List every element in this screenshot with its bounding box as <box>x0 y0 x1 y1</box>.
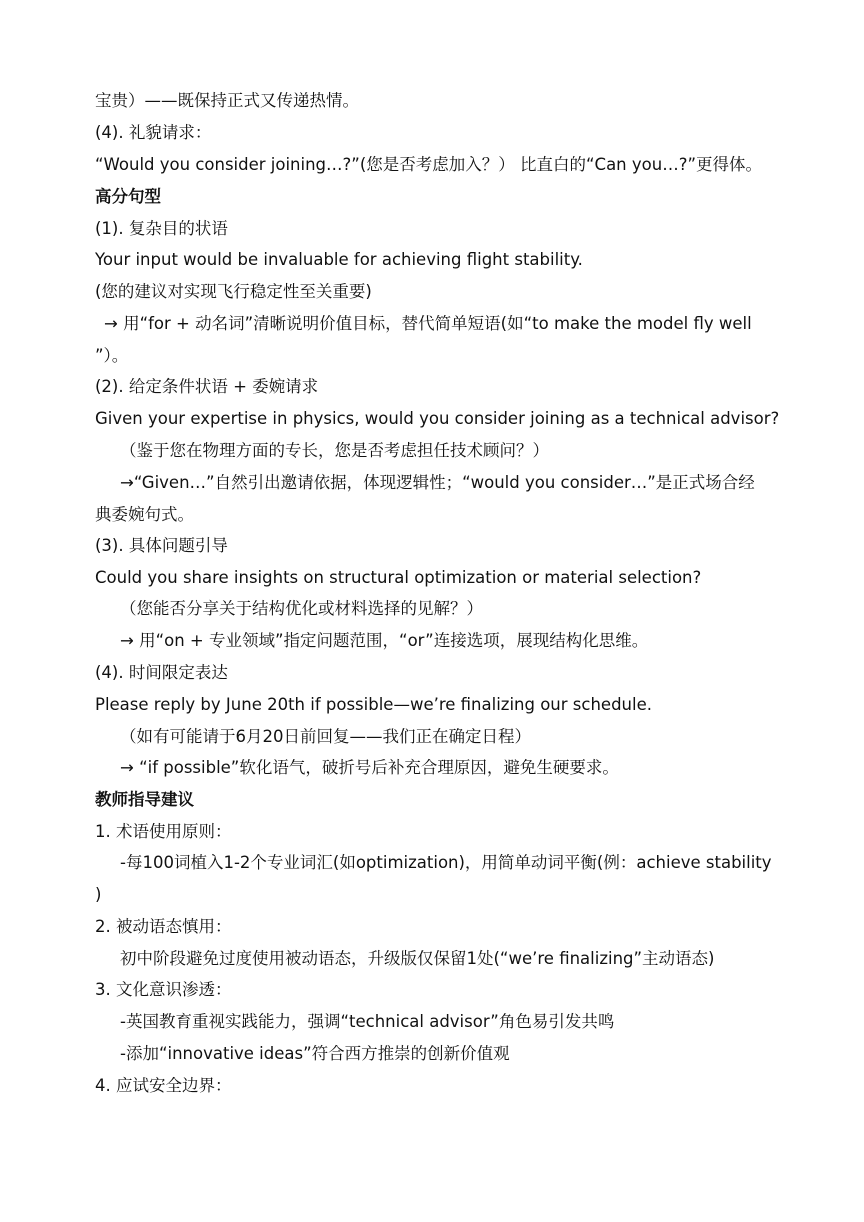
list-item-label: 1. 术语使用原则： <box>95 822 232 841</box>
example-sentence: Your input would be invaluable for achieving flight stability. <box>95 250 583 269</box>
translation-line: (您的建议对实现飞行稳定性至关重要) <box>95 282 372 301</box>
example-sentence: Please reply by June 20th if possible—we’re finalizing our schedule. <box>95 695 652 714</box>
list-item-label: 4. 应试安全边界： <box>95 1076 232 1095</box>
explanation-line: →“Given…”自然引出邀请依据，体现逻辑性；“would you consider…”是正式场合经 <box>120 473 755 492</box>
advice-line: -英国教育重视实践能力，强调“technical advisor”角色易引发共鸣 <box>120 1012 615 1031</box>
list-item-label: (4). 礼貌请求： <box>95 123 212 142</box>
translation-line: （您能否分享关于结构优化或材料选择的见解？） <box>120 599 483 618</box>
example-sentence: Given your expertise in physics, would you consider joining as a technical advisor? <box>95 409 780 428</box>
section-heading: 教师指导建议 <box>95 790 194 809</box>
list-item-label: 3. 文化意识渗透： <box>95 980 232 999</box>
list-item-label: (3). 具体问题引导 <box>95 536 228 555</box>
explanation-line: → 用“on + 专业领域”指定问题范围，“or”连接选项，展现结构化思维。 <box>120 631 649 650</box>
explanation-line: → “if possible”软化语气，破折号后补充合理原因，避免生硬要求。 <box>120 758 619 777</box>
advice-line: 初中阶段避免过度使用被动语态，升级版仅保留1处(“we’re finalizing”主动语态) <box>120 949 715 968</box>
text-line: 宝贵）——既保持正式又传递热情。 <box>95 91 359 110</box>
advice-line: -添加“innovative ideas”符合西方推崇的创新价值观 <box>120 1044 510 1063</box>
list-item-label: (1). 复杂目的状语 <box>95 219 228 238</box>
explanation-line: ”）。 <box>95 346 129 365</box>
translation-line: （如有可能请于6月20日前回复——我们正在确定日程） <box>120 727 531 746</box>
explanation-line: → 用“for + 动名词”清晰说明价值目标，替代简单短语(如“to make the model fly well <box>104 314 752 333</box>
translation-line: （鉴于您在物理方面的专长，您是否考虑担任技术顾问？） <box>120 441 549 460</box>
list-item-label: 2. 被动语态慎用： <box>95 917 232 936</box>
advice-line: -每100词植入1-2个专业词汇(如optimization)，用简单动词平衡(例：achieve stability <box>120 853 772 872</box>
example-sentence: Could you share insights on structural optimization or material selection? <box>95 568 702 587</box>
section-heading: 高分句型 <box>95 187 161 206</box>
text-line: “Would you consider joining…?”(您是否考虑加入？） 比直白的“Can you…?”更得体。 <box>95 155 763 174</box>
list-item-label: (2). 给定条件状语 + 委婉请求 <box>95 377 319 396</box>
advice-line: ) <box>95 885 102 904</box>
explanation-line: 典委婉句式。 <box>95 505 194 524</box>
list-item-label: (4). 时间限定表达 <box>95 663 228 682</box>
